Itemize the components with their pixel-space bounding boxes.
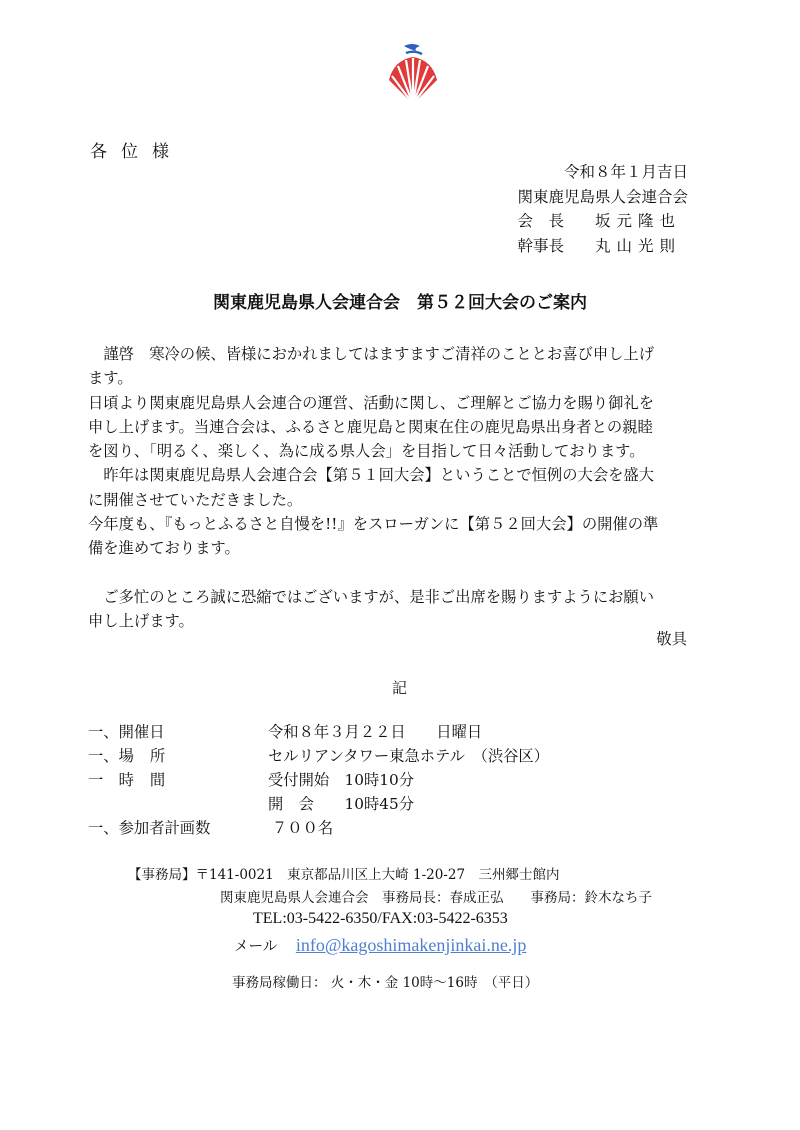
office-mail (234, 935, 526, 956)
sender-org: 関東鹿児島県人会連合会 (517, 187, 688, 206)
detail-time-row (88, 768, 708, 792)
detail-attendees-label: 一、参加者計画数 (88, 819, 211, 837)
ki-heading: 記 (392, 679, 408, 697)
detail-date-row (88, 720, 708, 744)
office-staff: 関東鹿児島県人会連合会 事務局長：春成正弘 事務局：鈴木なち子 (220, 890, 652, 906)
body-line: 日頃より関東鹿児島県人会連合の運営、活動に関し、ご理解とご協力を賜り御礼を (88, 393, 654, 412)
body-line: 申し上げます。当連合会は、ふるさと鹿児島と関東在住の鹿児島県出身者との親睦 (88, 417, 653, 436)
body-line: 昨年は関東鹿児島県人会連合会【第５１回大会】ということで恒例の大会を盛大 (103, 466, 655, 485)
addressee: 各位様 (90, 142, 183, 162)
office-hours: 事務局稼働日： 火・木・金 10時～16時 （平日） (232, 975, 539, 991)
secretary-name: 丸山光則 (595, 236, 682, 255)
letter-title: 関東鹿児島県人会連合会 第５２回大会のご案内 (213, 293, 587, 313)
office-tel-fax: TEL:03-5422-6350/FAX:03-5422-6353 (253, 910, 508, 927)
detail-open-row (88, 792, 708, 816)
detail-attendees-value: ７００名 (272, 819, 334, 837)
office-address: 【事務局】〒141-0021 東京都品川区上大崎 1-20-27 三州郷士館内 (128, 867, 560, 883)
sender-chair (517, 209, 688, 234)
detail-attendees-row (88, 816, 708, 840)
chair-title: 会 長 (517, 212, 564, 230)
email-link[interactable]: info@kagoshimakenjinkai.ne.jp (295, 935, 527, 955)
detail-place-label: 一、場所 (88, 747, 182, 765)
detail-date-label: 一、開催日 (88, 723, 165, 741)
letter-body (88, 342, 700, 633)
secretary-title: 幹事長 (517, 236, 564, 255)
body-line: ます。 (88, 369, 133, 388)
body-line: 備を進めております。 (88, 539, 240, 558)
letter-date: 令和８年１月吉日 (563, 163, 688, 181)
kenjinkai-logo (386, 40, 440, 106)
detail-reception-value: 受付開始 10時10分 (268, 771, 415, 789)
closing-keigu: 敬具 (656, 630, 687, 648)
sender-secretary (517, 234, 688, 259)
body-line: に開催させていただきました。 (88, 490, 303, 509)
detail-date-value: 令和８年３月２２日 日曜日 (268, 723, 483, 741)
detail-place-value: セルリアンタワー東急ホテル （渋谷区） (268, 747, 550, 765)
detail-place-row (88, 744, 708, 768)
detail-time-label: 一 時間 (88, 771, 182, 789)
event-details (88, 720, 708, 840)
chair-name: 坂元隆也 (595, 212, 682, 230)
body-line: 謹啓 寒冷の候、皆様におかれましてはますますご清祥のこととお喜び申し上げ (103, 345, 655, 363)
body-line: 今年度も、『もっとふるさと自慢を!!』をスローガンに【第５２回大会】の開催の準 (88, 515, 659, 534)
detail-open-value: 開 会 10時45分 (268, 795, 415, 813)
sender-block (517, 160, 688, 258)
body-line: を図り、「明るく、楽しく、為に成る県人会」を目指して日々活動しております。 (88, 442, 645, 461)
body-line: ご多忙のところ誠に恐縮ではございますが、是非ご出席を賜りますようにお願い (103, 587, 655, 606)
logo-emblem-icon (389, 44, 437, 104)
mail-label: メール (234, 939, 278, 955)
body-line: 申し上げます。 (88, 611, 194, 630)
